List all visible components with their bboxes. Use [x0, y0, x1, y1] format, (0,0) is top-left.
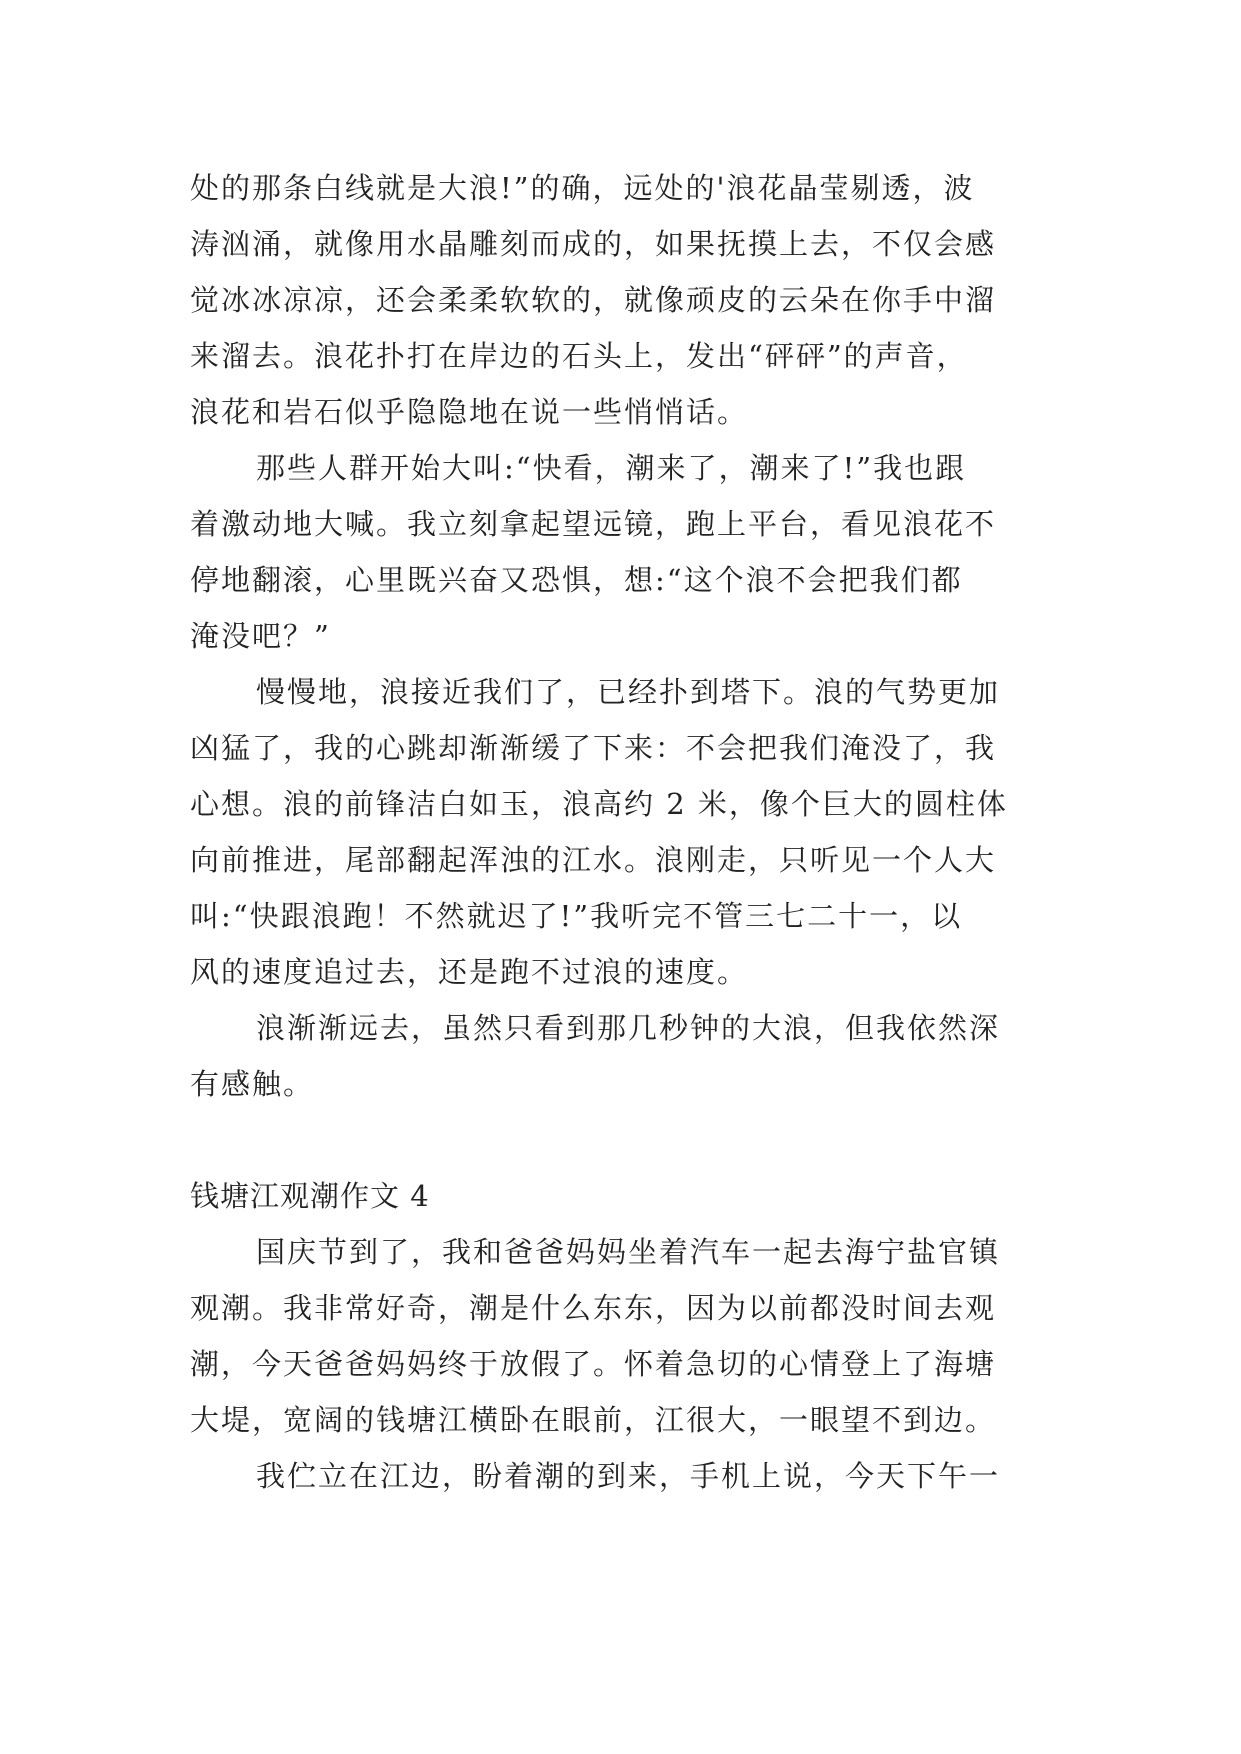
essay-body-bottom	[190, 1224, 1080, 1504]
text-line: 风的速度追过去，还是跑不过浪的速度。	[190, 955, 749, 989]
text-line: 凶猛了，我的心跳却渐渐缓了下来：不会把我们淹没了，我	[190, 731, 997, 765]
text-line: 浪花和岩石似乎隐隐地在说一些悄悄话。	[190, 395, 749, 429]
text-line: 涛汹涌，就像用水晶雕刻而成的，如果抚摸上去，不仅会感	[190, 227, 997, 261]
section-gap	[190, 1112, 1080, 1168]
text-line: 国庆节到了，我和爸爸妈妈坐着汽车一起去海宁盐官镇	[256, 1235, 1001, 1269]
paragraph	[190, 664, 1080, 1000]
paragraph	[190, 440, 1080, 664]
text-line: 心想。浪的前锋洁白如玉，浪高约 2 米，像个巨大的圆柱体	[190, 787, 1008, 821]
text-line: 叫:“快跟浪跑！不然就迟了!”我听完不管三七二十一，以	[190, 899, 963, 933]
text-line: 大堤，宽阔的钱塘江横卧在眼前，江很大，一眼望不到边。	[190, 1403, 997, 1437]
text-line: 慢慢地，浪接近我们了，已经扑到塔下。浪的气势更加	[256, 675, 1001, 709]
text-line: 观潮。我非常好奇，潮是什么东东，因为以前都没时间去观	[190, 1291, 997, 1325]
text-line: 浪渐渐远去，虽然只看到那几秒钟的大浪，但我依然深	[256, 1011, 1001, 1045]
text-line: 潮，今天爸爸妈妈终于放假了。怀着急切的心情登上了海塘	[190, 1347, 997, 1381]
text-line: 向前推进，尾部翻起浑浊的江水。浪刚走，只听见一个人大	[190, 843, 997, 877]
document-page	[190, 160, 1080, 1504]
text-line: 停地翻滚，心里既兴奋又恐惧，想:“这个浪不会把我们都	[190, 563, 963, 597]
essay-body-top	[190, 160, 1080, 1112]
text-line: 觉冰冰凉凉，还会柔柔软软的，就像顽皮的云朵在你手中溜	[190, 283, 997, 317]
text-line: 我伫立在江边，盼着潮的到来，手机上说，今天下午一	[256, 1459, 1001, 1493]
text-line: 那些人群开始大叫:“快看，潮来了，潮来了!”我也跟	[256, 451, 967, 485]
paragraph	[190, 1448, 1080, 1504]
text-line: 着激动地大喊。我立刻拿起望远镜，跑上平台，看见浪花不	[190, 507, 997, 541]
paragraph	[190, 160, 1080, 440]
text-line: 有感触。	[190, 1067, 315, 1101]
paragraph	[190, 1000, 1080, 1112]
text-line: 处的那条白线就是大浪!”的确，远处的'浪花晶莹剔透，波	[190, 171, 975, 205]
section-title: 钱塘江观潮作文 4	[190, 1179, 430, 1213]
text-line: 来溜去。浪花扑打在岸边的石头上，发出“砰砰”的声音，	[190, 339, 968, 373]
text-line: 淹没吧？”	[190, 619, 331, 653]
paragraph	[190, 1224, 1080, 1448]
